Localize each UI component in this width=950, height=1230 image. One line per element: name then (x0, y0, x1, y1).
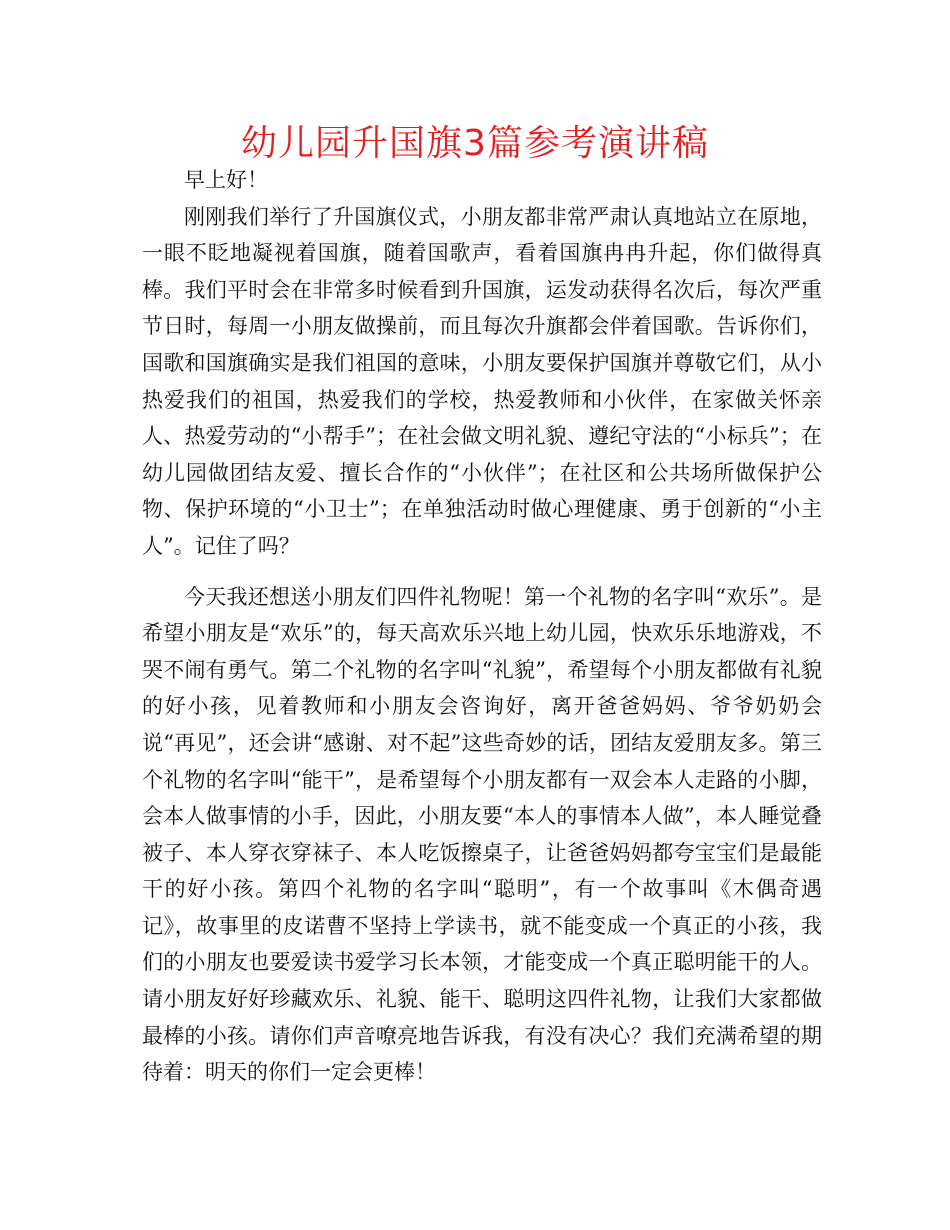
document-title: 幼儿园升国旗3篇参考演讲稿 (241, 123, 709, 164)
paragraph-1: 刚刚我们举行了升国旗仪式，小朋友都非常严肃认真地站立在原地，一眼不眨地凝视着国旗，随着国歌声，看着国旗冉冉升起，你们做得真棒。我们平时会在非常多时候看到升国旗，运发动获得名次后，每次严重节日时，每周一小朋友做操前，而且每次升旗都会伴着国歌。告诉你们，国歌和国旗确实是我们祖国的意味，小朋友要保护国旗并尊敬它们，从小热爱我们的祖国，热爱我们的学校，热爱教师和小伙伴，在家做关怀亲人、热爱劳动的“小帮手”；在社会做文明礼貌、遵纪守法的“小标兵”；在幼儿园做团结友爱、擅长合作的“小伙伴”；在社区和公共场所做保护公物、保护环境的“小卫士”；在单独活动时做心理健康、勇于创新的“小主人”。记住了吗？ (142, 204, 822, 558)
paragraph-2: 今天我还想送小朋友们四件礼物呢！第一个礼物的名字叫“欢乐”。是希望小朋友是“欢乐”的，每天高欢乐兴地上幼儿园，快欢乐乐地游戏，不哭不闹有勇气。第二个礼物的名字叫“礼貌”，希望每个小朋友都做有礼貌的好小孩，见着教师和小朋友会咨询好，离开爸爸妈妈、爷爷奶奶会说“再见”，还会讲“感谢、对不起”这些奇妙的话，团结友爱朋友多。第三个礼物的名字叫“能干”，是希望每个小朋友都有一双会本人走路的小脚，会本人做事情的小手，因此，小朋友要“本人的事情本人做”，本人睡觉叠被子、本人穿衣穿袜子、本人吃饭擦桌子，让爸爸妈妈都夸宝宝们是最能干的好小孩。第四个礼物的名字叫“聪明”，有一个故事叫《木偶奇遇记》，故事里的皮诺曹不坚持上学读书，就不能变成一个真正的小孩，我们的小朋友也要爱读书爱学习长本领，才能变成一个真正聪明能干的人。请小朋友好好珍藏欢乐、礼貌、能干、聪明这四件礼物，让我们大家都做最棒的小孩。请你们声音嘹亮地告诉我，有没有决心？我们充满希望的期待着：明天的你们一定会更棒！ (142, 584, 822, 1085)
greeting-line: 早上好！ (184, 168, 268, 192)
document-body (142, 162, 822, 1091)
